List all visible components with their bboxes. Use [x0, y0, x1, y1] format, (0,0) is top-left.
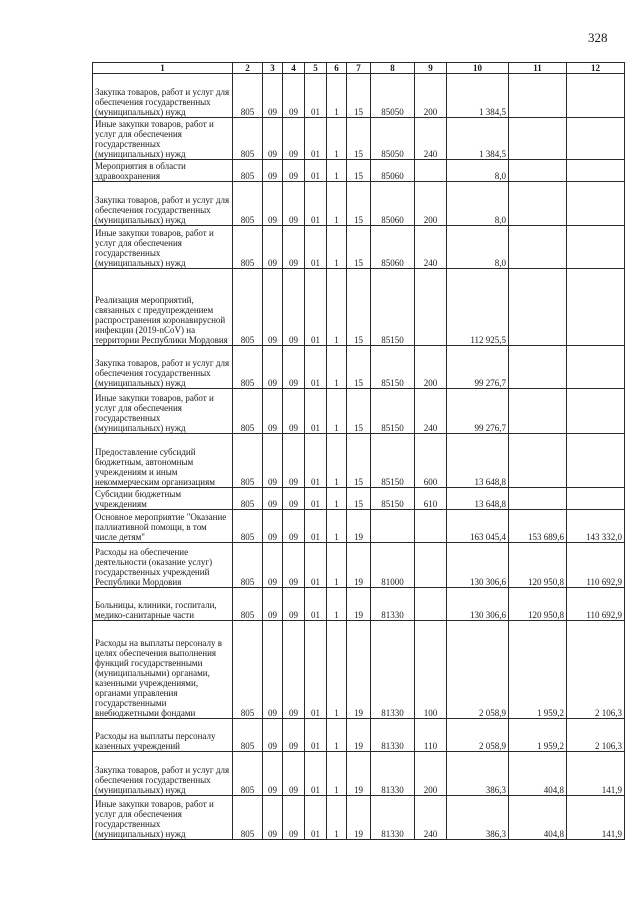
- subsection-code: 09: [283, 118, 305, 160]
- admin-code: 805: [233, 488, 263, 510]
- expense-type-code: 200: [415, 346, 447, 389]
- table-row: [93, 182, 625, 226]
- subprogram-code: 1: [327, 588, 347, 621]
- amount-year-1: 2 058,9: [447, 621, 509, 719]
- row-description: Иные закупки товаров, работ и услуг для обеспечения государственных (муниципальных) нужд: [93, 389, 233, 434]
- subsection-code: 09: [283, 588, 305, 621]
- expense-type-code: 610: [415, 488, 447, 510]
- table-row: [93, 389, 625, 434]
- activity-code: 19: [347, 621, 371, 719]
- row-description: Расходы на выплаты персоналу в целях обеспечения выполнения функций государственными (муниципальными) органами, казенными учреждениями, органами управления государственными внебюджетными фондами: [93, 621, 233, 719]
- amount-year-2: 120 950,8: [509, 588, 567, 621]
- admin-code: 805: [233, 346, 263, 389]
- direction-code: 85060: [371, 226, 415, 269]
- subsection-code: 09: [283, 510, 305, 543]
- subsection-code: 09: [283, 346, 305, 389]
- program-code: 01: [305, 621, 327, 719]
- amount-year-1: 99 276,7: [447, 389, 509, 434]
- program-code: 01: [305, 182, 327, 226]
- amount-year-3: [567, 269, 625, 346]
- column-header: 11: [509, 63, 567, 74]
- column-header: 2: [233, 63, 263, 74]
- row-description: Реализация мероприятий, связанных с предупреждением распространения коронавирусной инфекции (2019-nCoV) на территории Республики Мордовия: [93, 269, 233, 346]
- row-description: Расходы на обеспечение деятельности (оказание услуг) государственных учреждений Республики Мордовия: [93, 543, 233, 588]
- admin-code: 805: [233, 269, 263, 346]
- row-description: Расходы на выплаты персоналу казенных учреждений: [93, 719, 233, 752]
- section-code: 09: [263, 719, 283, 752]
- table-row: [93, 160, 625, 182]
- direction-code: 85060: [371, 182, 415, 226]
- row-description: Закупка товаров, работ и услуг для обеспечения государственных (муниципальных) нужд: [93, 752, 233, 796]
- direction-code: 81330: [371, 621, 415, 719]
- amount-year-1: 13 648,8: [447, 488, 509, 510]
- amount-year-2: [509, 74, 567, 118]
- row-description: Иные закупки товаров, работ и услуг для обеспечения государственных (муниципальных) нужд: [93, 796, 233, 840]
- expense-type-code: 110: [415, 719, 447, 752]
- column-header: 6: [327, 63, 347, 74]
- subprogram-code: 1: [327, 346, 347, 389]
- subprogram-code: 1: [327, 269, 347, 346]
- amount-year-1: 8,0: [447, 182, 509, 226]
- section-code: 09: [263, 543, 283, 588]
- amount-year-1: 99 276,7: [447, 346, 509, 389]
- amount-year-3: 2 106,3: [567, 621, 625, 719]
- activity-code: 19: [347, 588, 371, 621]
- row-description: Мероприятия в области здравоохранения: [93, 160, 233, 182]
- section-code: 09: [263, 588, 283, 621]
- amount-year-2: [509, 160, 567, 182]
- subsection-code: 09: [283, 74, 305, 118]
- table-row: [93, 74, 625, 118]
- amount-year-2: [509, 182, 567, 226]
- table-row: [93, 543, 625, 588]
- admin-code: 805: [233, 226, 263, 269]
- subsection-code: 09: [283, 269, 305, 346]
- amount-year-1: 130 306,6: [447, 588, 509, 621]
- subprogram-code: 1: [327, 796, 347, 840]
- amount-year-1: 13 648,8: [447, 434, 509, 488]
- direction-code: 85150: [371, 269, 415, 346]
- subprogram-code: 1: [327, 543, 347, 588]
- amount-year-3: [567, 226, 625, 269]
- amount-year-2: 120 950,8: [509, 543, 567, 588]
- activity-code: 19: [347, 796, 371, 840]
- section-code: 09: [263, 796, 283, 840]
- direction-code: 85050: [371, 118, 415, 160]
- expense-type-code: 240: [415, 389, 447, 434]
- activity-code: 15: [347, 118, 371, 160]
- amount-year-3: [567, 160, 625, 182]
- program-code: 01: [305, 752, 327, 796]
- expense-type-code: 200: [415, 752, 447, 796]
- table-row: [93, 752, 625, 796]
- admin-code: 805: [233, 389, 263, 434]
- subprogram-code: 1: [327, 74, 347, 118]
- column-header: 7: [347, 63, 371, 74]
- amount-year-2: 1 959,2: [509, 719, 567, 752]
- admin-code: 805: [233, 796, 263, 840]
- amount-year-3: [567, 118, 625, 160]
- program-code: 01: [305, 719, 327, 752]
- subprogram-code: 1: [327, 488, 347, 510]
- subprogram-code: 1: [327, 160, 347, 182]
- expense-type-code: 240: [415, 796, 447, 840]
- direction-code: 85050: [371, 74, 415, 118]
- amount-year-2: 404,8: [509, 796, 567, 840]
- expense-type-code: [415, 510, 447, 543]
- direction-code: 85150: [371, 488, 415, 510]
- amount-year-2: 1 959,2: [509, 621, 567, 719]
- expense-type-code: [415, 160, 447, 182]
- admin-code: 805: [233, 719, 263, 752]
- expense-type-code: 240: [415, 118, 447, 160]
- subsection-code: 09: [283, 621, 305, 719]
- section-code: 09: [263, 752, 283, 796]
- program-code: 01: [305, 510, 327, 543]
- row-description: Субсидии бюджетным учреждениям: [93, 488, 233, 510]
- column-header: 1: [93, 63, 233, 74]
- table-row: [93, 621, 625, 719]
- subprogram-code: 1: [327, 719, 347, 752]
- page-number: 328: [588, 30, 608, 45]
- expense-type-code: [415, 588, 447, 621]
- amount-year-2: [509, 389, 567, 434]
- activity-code: 15: [347, 269, 371, 346]
- direction-code: 81330: [371, 588, 415, 621]
- admin-code: 805: [233, 74, 263, 118]
- table-row: [93, 269, 625, 346]
- expense-type-code: 200: [415, 182, 447, 226]
- subsection-code: 09: [283, 796, 305, 840]
- table-row: [93, 588, 625, 621]
- amount-year-1: 112 925,5: [447, 269, 509, 346]
- column-header: 5: [305, 63, 327, 74]
- program-code: 01: [305, 543, 327, 588]
- amount-year-1: 386,3: [447, 752, 509, 796]
- program-code: 01: [305, 346, 327, 389]
- table-row: [93, 488, 625, 510]
- table-row: [93, 226, 625, 269]
- admin-code: 805: [233, 182, 263, 226]
- amount-year-1: 1 384,5: [447, 118, 509, 160]
- table-row: [93, 719, 625, 752]
- program-code: 01: [305, 434, 327, 488]
- amount-year-3: 141,9: [567, 796, 625, 840]
- amount-year-3: 110 692,9: [567, 588, 625, 621]
- activity-code: 15: [347, 346, 371, 389]
- activity-code: 19: [347, 719, 371, 752]
- activity-code: 15: [347, 226, 371, 269]
- amount-year-1: 386,3: [447, 796, 509, 840]
- subprogram-code: 1: [327, 226, 347, 269]
- amount-year-1: 8,0: [447, 226, 509, 269]
- amount-year-2: [509, 269, 567, 346]
- section-code: 09: [263, 488, 283, 510]
- direction-code: [371, 510, 415, 543]
- budget-table: [92, 62, 625, 840]
- program-code: 01: [305, 118, 327, 160]
- subprogram-code: 1: [327, 182, 347, 226]
- table-row: [93, 510, 625, 543]
- row-description: Закупка товаров, работ и услуг для обеспечения государственных (муниципальных) нужд: [93, 346, 233, 389]
- amount-year-1: 8,0: [447, 160, 509, 182]
- amount-year-3: 110 692,9: [567, 543, 625, 588]
- column-header: 10: [447, 63, 509, 74]
- column-header: 9: [415, 63, 447, 74]
- section-code: 09: [263, 118, 283, 160]
- subsection-code: 09: [283, 752, 305, 796]
- activity-code: 19: [347, 510, 371, 543]
- table-row: [93, 796, 625, 840]
- amount-year-3: [567, 74, 625, 118]
- section-code: 09: [263, 160, 283, 182]
- table-body: [93, 74, 625, 840]
- amount-year-2: 404,8: [509, 752, 567, 796]
- amount-year-3: [567, 389, 625, 434]
- activity-code: 15: [347, 488, 371, 510]
- admin-code: 805: [233, 543, 263, 588]
- activity-code: 15: [347, 389, 371, 434]
- column-header: 8: [371, 63, 415, 74]
- program-code: 01: [305, 74, 327, 118]
- amount-year-1: 163 045,4: [447, 510, 509, 543]
- direction-code: 81330: [371, 796, 415, 840]
- section-code: 09: [263, 226, 283, 269]
- program-code: 01: [305, 160, 327, 182]
- admin-code: 805: [233, 118, 263, 160]
- expense-type-code: [415, 269, 447, 346]
- expense-type-code: 200: [415, 74, 447, 118]
- row-description: Закупка товаров, работ и услуг для обеспечения государственных (муниципальных) нужд: [93, 182, 233, 226]
- activity-code: 19: [347, 543, 371, 588]
- row-description: Больницы, клиники, госпитали, медико-санитарные части: [93, 588, 233, 621]
- direction-code: 85150: [371, 434, 415, 488]
- amount-year-3: 143 332,0: [567, 510, 625, 543]
- table-row: [93, 118, 625, 160]
- amount-year-3: [567, 182, 625, 226]
- row-description: Иные закупки товаров, работ и услуг для обеспечения государственных (муниципальных) нужд: [93, 226, 233, 269]
- section-code: 09: [263, 269, 283, 346]
- direction-code: 85150: [371, 389, 415, 434]
- subprogram-code: 1: [327, 389, 347, 434]
- amount-year-3: [567, 488, 625, 510]
- section-code: 09: [263, 182, 283, 226]
- section-code: 09: [263, 510, 283, 543]
- amount-year-1: 130 306,6: [447, 543, 509, 588]
- table-row: [93, 346, 625, 389]
- admin-code: 805: [233, 621, 263, 719]
- subsection-code: 09: [283, 543, 305, 588]
- section-code: 09: [263, 434, 283, 488]
- amount-year-2: [509, 346, 567, 389]
- subsection-code: 09: [283, 160, 305, 182]
- program-code: 01: [305, 389, 327, 434]
- direction-code: 81330: [371, 752, 415, 796]
- subsection-code: 09: [283, 389, 305, 434]
- activity-code: 15: [347, 74, 371, 118]
- amount-year-1: 1 384,5: [447, 74, 509, 118]
- column-header: 12: [567, 63, 625, 74]
- activity-code: 19: [347, 752, 371, 796]
- program-code: 01: [305, 269, 327, 346]
- admin-code: 805: [233, 160, 263, 182]
- subprogram-code: 1: [327, 118, 347, 160]
- row-description: Предоставление субсидий бюджетным, автономным учреждениям и иным некоммерческим организациям: [93, 434, 233, 488]
- admin-code: 805: [233, 434, 263, 488]
- subprogram-code: 1: [327, 752, 347, 796]
- program-code: 01: [305, 796, 327, 840]
- direction-code: 81330: [371, 719, 415, 752]
- column-header: 3: [263, 63, 283, 74]
- section-code: 09: [263, 389, 283, 434]
- amount-year-2: [509, 434, 567, 488]
- amount-year-2: [509, 118, 567, 160]
- header-row: [93, 63, 625, 74]
- amount-year-3: [567, 346, 625, 389]
- amount-year-2: [509, 488, 567, 510]
- subsection-code: 09: [283, 488, 305, 510]
- admin-code: 805: [233, 510, 263, 543]
- expense-type-code: 600: [415, 434, 447, 488]
- program-code: 01: [305, 488, 327, 510]
- subsection-code: 09: [283, 434, 305, 488]
- program-code: 01: [305, 588, 327, 621]
- subsection-code: 09: [283, 226, 305, 269]
- direction-code: 85060: [371, 160, 415, 182]
- expense-type-code: 100: [415, 621, 447, 719]
- section-code: 09: [263, 346, 283, 389]
- row-description: Иные закупки товаров, работ и услуг для обеспечения государственных (муниципальных) нужд: [93, 118, 233, 160]
- direction-code: 81000: [371, 543, 415, 588]
- subsection-code: 09: [283, 182, 305, 226]
- row-description: Основное мероприятие "Оказание паллиативной помощи, в том числе детям": [93, 510, 233, 543]
- amount-year-3: 2 106,3: [567, 719, 625, 752]
- direction-code: 85150: [371, 346, 415, 389]
- section-code: 09: [263, 74, 283, 118]
- amount-year-3: 141,9: [567, 752, 625, 796]
- activity-code: 15: [347, 434, 371, 488]
- admin-code: 805: [233, 588, 263, 621]
- subprogram-code: 1: [327, 621, 347, 719]
- expense-type-code: [415, 543, 447, 588]
- amount-year-1: 2 058,9: [447, 719, 509, 752]
- row-description: Закупка товаров, работ и услуг для обеспечения государственных (муниципальных) нужд: [93, 74, 233, 118]
- amount-year-3: [567, 434, 625, 488]
- section-code: 09: [263, 621, 283, 719]
- activity-code: 15: [347, 160, 371, 182]
- admin-code: 805: [233, 752, 263, 796]
- amount-year-2: 153 689,6: [509, 510, 567, 543]
- column-header: 4: [283, 63, 305, 74]
- subprogram-code: 1: [327, 510, 347, 543]
- activity-code: 15: [347, 182, 371, 226]
- program-code: 01: [305, 226, 327, 269]
- subprogram-code: 1: [327, 434, 347, 488]
- subsection-code: 09: [283, 719, 305, 752]
- table-row: [93, 434, 625, 488]
- amount-year-2: [509, 226, 567, 269]
- expense-type-code: 240: [415, 226, 447, 269]
